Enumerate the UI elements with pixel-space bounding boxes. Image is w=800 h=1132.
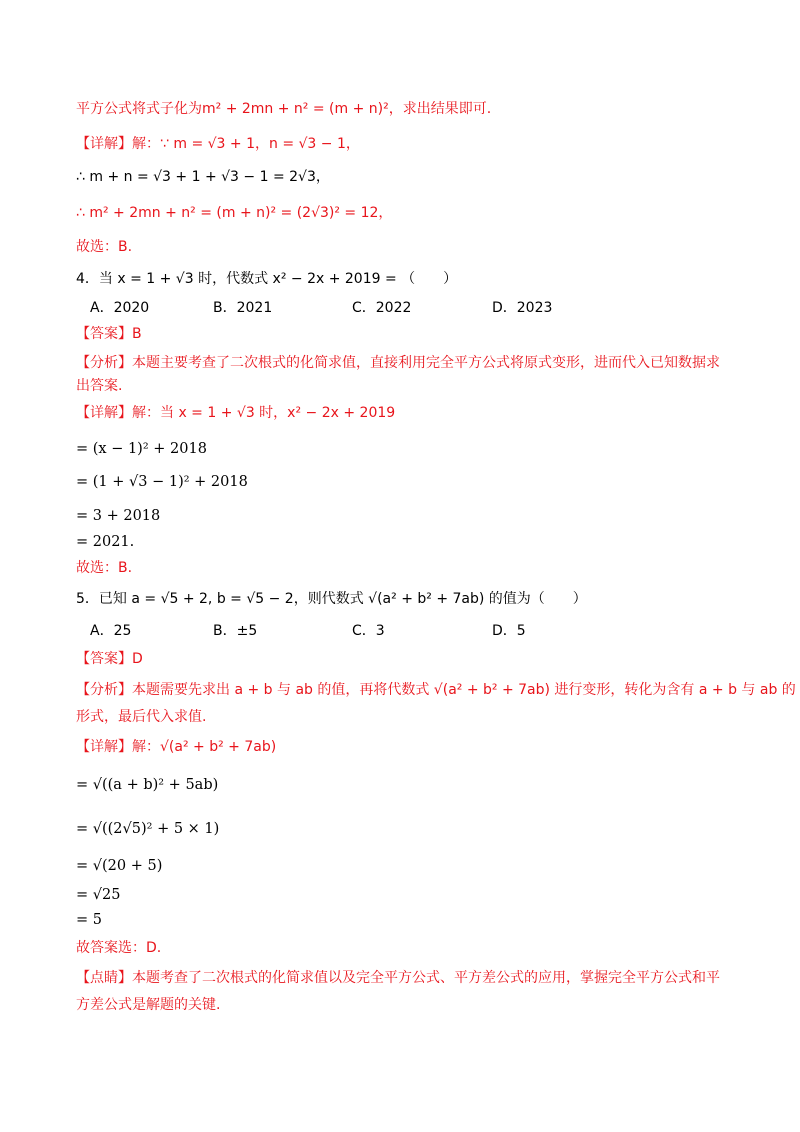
q4-stem: 4．当 x = 1 + √3 时，代数式 x² − 2x + 2019 = （ ）: [76, 271, 458, 287]
q3-solution-given: 【详解】解：∵ m = √3 + 1，n = √3 − 1，: [76, 136, 360, 152]
q4-step-4: = 2021.: [76, 534, 135, 550]
q5-step-2: = √((2√5)² + 5 × 1): [76, 821, 220, 837]
q5-comment-2: 方差公式是解题的关键.: [76, 997, 221, 1013]
q3-step-2: ∴ m² + 2mn + n² = (m + n)² = (2√3)² = 12，: [76, 205, 393, 221]
q3-choice: 故选：B.: [76, 239, 133, 255]
q4-step-2: = (1 + √3 − 1)² + 2018: [76, 474, 248, 490]
q5-step-4: = √25: [76, 887, 121, 903]
q4-choice: 故选：B.: [76, 560, 133, 576]
q5-step-3: = √(20 + 5): [76, 858, 163, 874]
q5-stem: 5．已知 a = √5 + 2, b = √5 − 2，则代数式 √(a² + b² + 7ab) 的值为（ ）: [76, 591, 587, 607]
q4-solution: 【详解】解：当 x = 1 + √3 时，x² − 2x + 2019: [76, 405, 396, 421]
q5-choice: 故答案选：D.: [76, 940, 162, 956]
q5-step-5: = 5: [76, 912, 102, 928]
q5-analysis-2: 形式，最后代入求值.: [76, 709, 207, 725]
q3-analysis-end: 平方公式将式子化为m² + 2mn + n² = (m + n)²，求出结果即可.: [76, 101, 492, 117]
q5-option-c: C．3: [352, 623, 385, 639]
q4-answer: 【答案】B: [76, 326, 142, 342]
q5-step-1: = √((a + b)² + 5ab): [76, 777, 219, 793]
q5-option-b: B．±5: [213, 623, 258, 639]
q3-step-1: ∴ m + n = √3 + 1 + √3 − 1 = 2√3，: [76, 169, 330, 185]
q5-option-d: D．5: [492, 623, 526, 639]
q4-analysis-1: 【分析】本题主要考查了二次根式的化简求值，直接利用完全平方公式将原式变形，进而代入已知数据求: [76, 355, 720, 371]
q4-option-d: D．2023: [492, 300, 553, 316]
q4-step-3: = 3 + 2018: [76, 508, 161, 524]
q5-comment-1: 【点睛】本题考查了二次根式的化简求值以及完全平方公式、平方差公式的应用，掌握完全平方公式和平: [76, 970, 720, 986]
q4-step-1: = (x − 1)² + 2018: [76, 441, 207, 457]
q4-analysis-2: 出答案.: [76, 378, 123, 394]
q5-analysis-1: 【分析】本题需要先求出 a + b 与 ab 的值，再将代数式 √(a² + b² + 7ab) 进行变形，转化为含有 a + b 与 ab 的: [76, 682, 796, 698]
q5-option-a: A．25: [90, 623, 132, 639]
q4-option-b: B．2021: [213, 300, 273, 316]
q5-answer: 【答案】D: [76, 651, 143, 667]
q4-option-a: A．2020: [90, 300, 150, 316]
q5-solution: 【详解】解：√(a² + b² + 7ab): [76, 739, 277, 755]
q4-option-c: C．2022: [352, 300, 412, 316]
